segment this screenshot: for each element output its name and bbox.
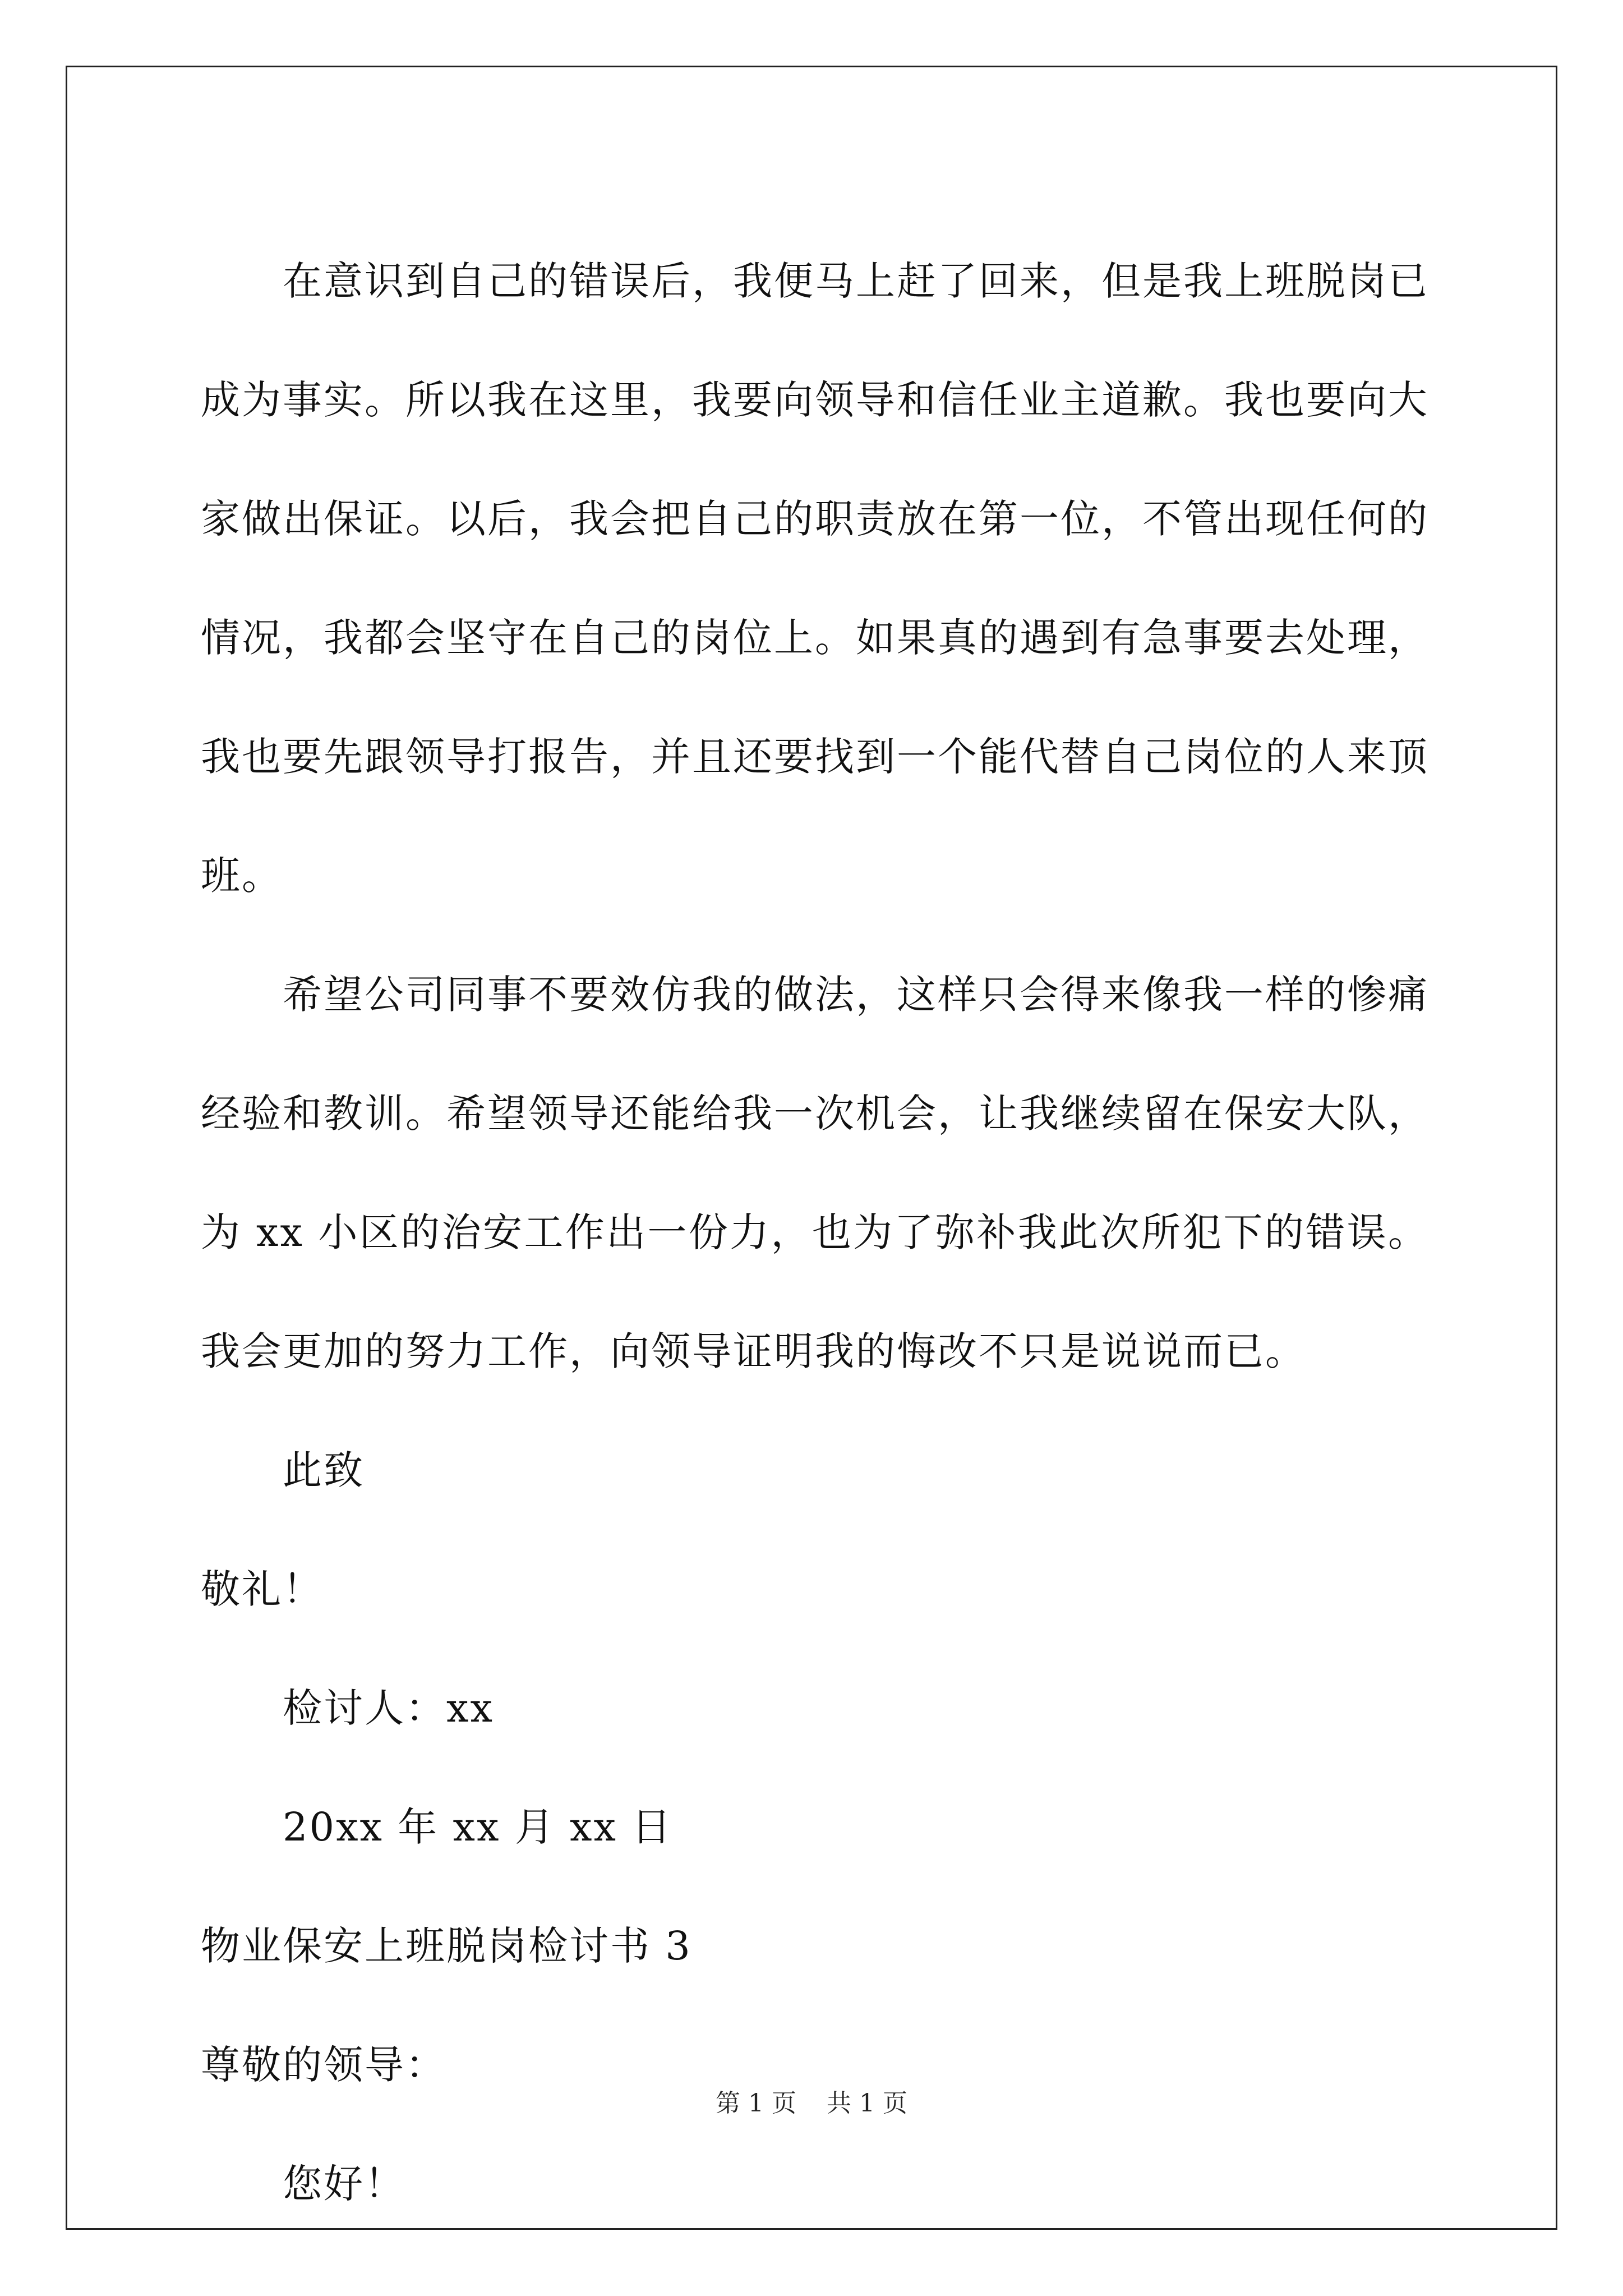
date-text: 20xx 年 xx 月 xx 日 xyxy=(283,1804,673,1850)
paragraph-hope: 希望公司同事不要效仿我的做法，这样只会得来像我一样的惨痛经验和教训。希望领导还能给我一次机会，让我继续留在保安大队，为 xx 小区的治安工作出一份力，也为了弥补我此次所犯下的错误。我会更加的努力工作，向领导证明我的悔改不只是说说而已。 xyxy=(201,972,1429,1374)
page-number: 第 1 页 xyxy=(716,2089,796,2118)
document-body xyxy=(201,222,1429,2243)
signer-text: 检讨人：xx xyxy=(283,1685,494,1731)
hello-text: 您好！ xyxy=(283,2161,405,2207)
closing-text: 此致 xyxy=(283,1447,365,1493)
page-footer xyxy=(0,2087,1623,2120)
page-total: 共 1 页 xyxy=(827,2089,907,2118)
salute-text: 敬礼！ xyxy=(201,1566,324,1612)
section-title: 物业保安上班脱岗检讨书 3 xyxy=(201,1923,692,1969)
paragraph-apology: 在意识到自己的错误后，我便马上赶了回来，但是我上班脱岗已成为事实。所以我在这里，我要向领导和信任业主道歉。我也要向大家做出保证。以后，我会把自己的职责放在第一位，不管出现任何的情况，我都会坚守在自己的岗位上。如果真的遇到有急事要去处理，我也要先跟领导打报告，并且还要找到一个能代替自己岗位的人来顶班。 xyxy=(201,258,1429,899)
greeting-text: 尊敬的领导： xyxy=(201,2042,446,2088)
